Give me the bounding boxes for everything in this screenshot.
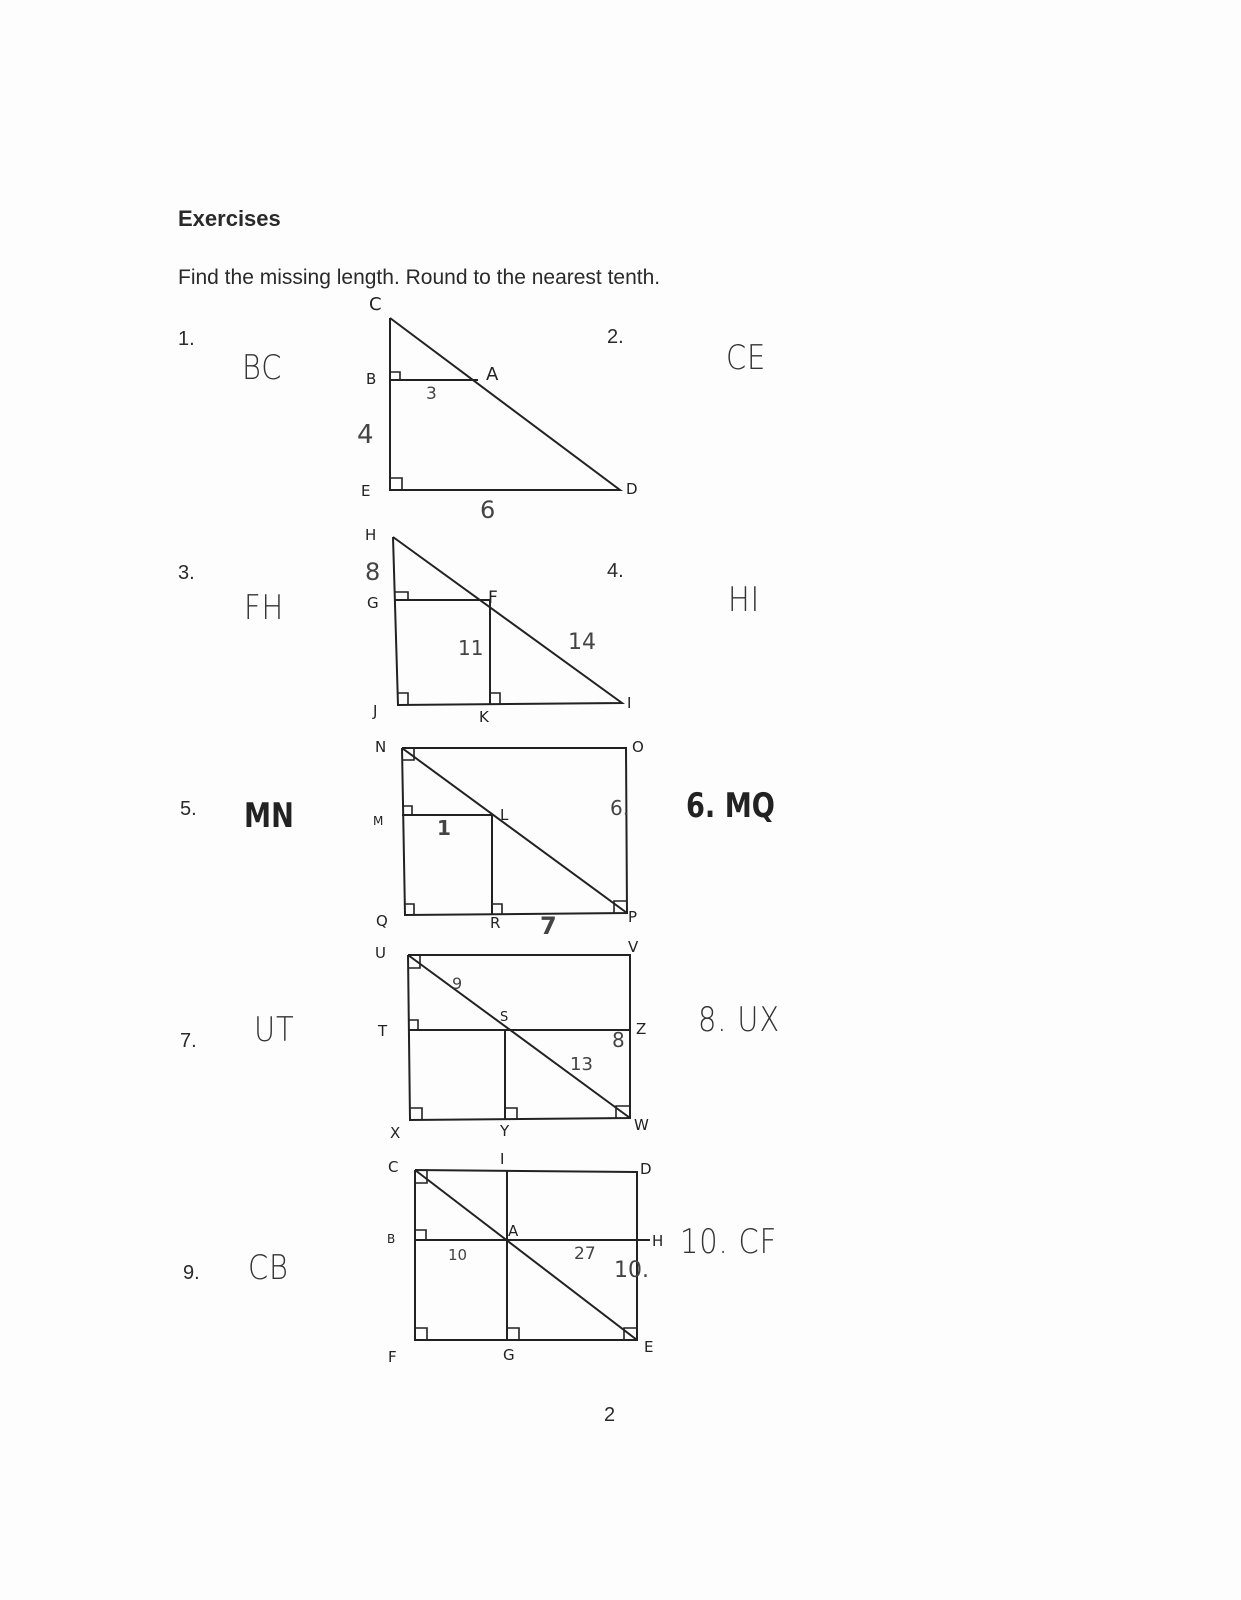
vertex-label-p: P (628, 908, 638, 926)
problem-5-answer-label: MN (244, 796, 294, 836)
problem-9-answer-label: CB (248, 1248, 289, 1288)
measure-us: 9 (452, 974, 463, 993)
vertex-label-x: X (390, 1124, 401, 1142)
vertex-label-n: N (375, 738, 387, 756)
measure-fk: 11 (458, 636, 484, 660)
measure-fi: 14 (568, 630, 596, 655)
problem-10-answer-label: 10. CF (680, 1222, 778, 1262)
measure-ed: 6 (480, 496, 496, 524)
figure-1-triangle (390, 318, 620, 490)
measure-rp: 7 (540, 912, 557, 940)
measure-zw: 8 (612, 1028, 625, 1052)
problem-7-number: 7. (180, 1030, 197, 1052)
problem-1-answer-label: BC (242, 348, 283, 388)
vertex-label-r: R (490, 914, 501, 932)
problem-5-number: 5. (180, 798, 197, 820)
vertex-label-c: C (369, 294, 382, 315)
figure-3-rectangle (402, 748, 630, 915)
figure-2-triangle-rectangle (393, 537, 622, 705)
figure-4-rectangle (408, 955, 630, 1120)
vertex-label-a: A (486, 364, 499, 385)
problem-3-answer-label: FH (244, 588, 285, 628)
measure-ba2: 10 (448, 1246, 468, 1264)
measure-be: 4 (357, 420, 374, 450)
measure-ml: 1 (437, 816, 451, 840)
problem-2-answer-label: CE (726, 338, 767, 378)
vertex-label-y: Y (500, 1122, 510, 1140)
vertex-label-f: F (488, 588, 498, 608)
measure-ah: 27 (574, 1244, 596, 1264)
vertex-label-c2: C (388, 1158, 399, 1176)
vertex-label-a2: A (508, 1222, 519, 1240)
instructions: Find the missing length. Round to the nearest tenth. (178, 266, 661, 289)
vertex-label-u: U (375, 944, 386, 962)
page-number: 2 (604, 1404, 616, 1426)
measure-hg: 8 (365, 558, 381, 586)
problem-3-number: 3. (178, 562, 195, 584)
vertex-label-j: J (373, 702, 378, 720)
problem-2-number: 2. (607, 326, 624, 348)
vertex-label-h: H (365, 526, 377, 544)
vertex-label-e: E (361, 482, 371, 500)
measure-ba: 3 (426, 384, 437, 404)
vertex-label-l: L (500, 806, 509, 824)
vertex-label-o: O (632, 738, 644, 756)
measure-sw: 13 (570, 1054, 593, 1075)
problem-4-answer-label: HI (728, 580, 760, 620)
vertex-label-h2: H (652, 1232, 664, 1250)
vertex-label-b: B (366, 370, 377, 388)
problem-9-number: 9. (183, 1262, 200, 1284)
vertex-label-e2: E (644, 1338, 654, 1356)
vertex-label-g2: G (503, 1346, 515, 1364)
vertex-label-s: S (500, 1010, 509, 1025)
vertex-label-z: Z (636, 1020, 647, 1038)
vertex-label-d: D (626, 480, 638, 498)
vertex-label-i: I (627, 694, 632, 712)
vertex-label-v: V (628, 938, 639, 956)
vertex-label-g: G (367, 594, 379, 612)
section-heading: Exercises (178, 206, 281, 231)
vertex-label-k: K (479, 708, 489, 726)
vertex-label-m: M (373, 814, 384, 828)
measure-op: 6. (610, 796, 630, 820)
problem-1-number: 1. (178, 328, 195, 350)
problem-7-answer-label: UT (254, 1010, 295, 1050)
measure-he: 10. (614, 1258, 649, 1283)
vertex-label-t: T (378, 1022, 388, 1040)
problem-4-number: 4. (607, 560, 624, 582)
problem-8-answer-label: 8. UX (698, 1000, 780, 1040)
vertex-label-i2: I (500, 1150, 505, 1168)
vertex-label-q: Q (376, 912, 388, 930)
vertex-label-d2: D (640, 1160, 652, 1178)
problem-6-answer-label: 6. MQ (686, 786, 775, 826)
vertex-label-f2: F (388, 1348, 397, 1366)
vertex-label-w: W (634, 1116, 649, 1134)
vertex-label-b2: B (387, 1232, 396, 1246)
